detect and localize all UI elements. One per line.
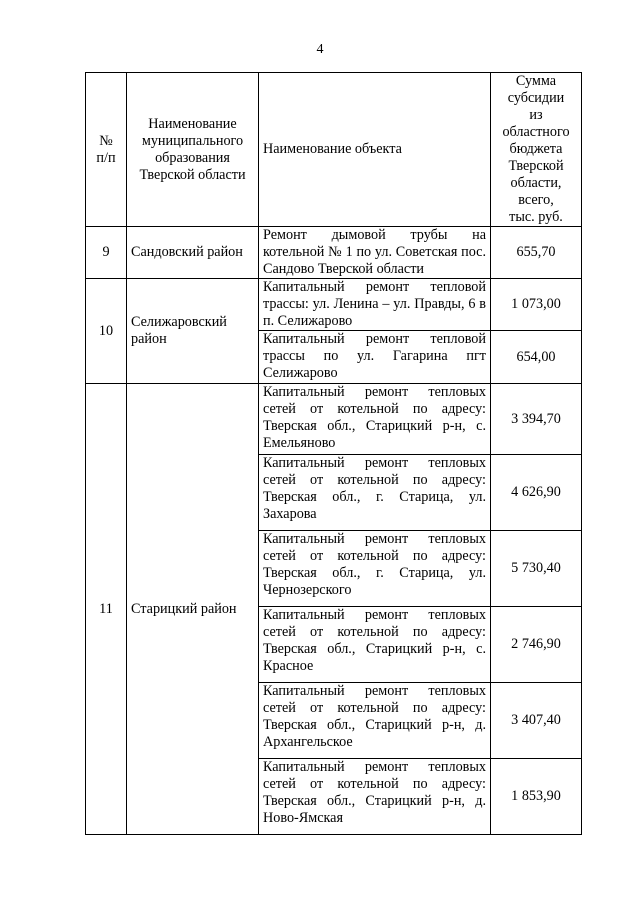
subsidy-table <box>85 72 582 835</box>
header-amount: Сумма субсидии из областного бюджета Тверской области, всего, тыс. руб. <box>491 73 582 227</box>
table-row <box>86 227 582 279</box>
subsidy-amount-text: 655,70 <box>516 244 556 260</box>
district-name <box>127 227 259 279</box>
subsidy-amount-text: 1 853,90 <box>511 788 561 804</box>
subsidy-amount <box>491 759 582 835</box>
object-name <box>259 227 491 279</box>
district-name-text: Сандовский район <box>131 244 243 260</box>
object-name <box>259 455 491 531</box>
object-name-text: Капитальный ремонт тепловых сетей от котельной по адресу: Тверская обл., Старицкий р-н, с. Емельяново <box>263 384 486 451</box>
page-number: 4 <box>316 42 324 57</box>
table-row <box>86 279 582 331</box>
object-name <box>259 759 491 835</box>
header-district: Наименование муниципального образования Тверской области <box>127 73 259 227</box>
object-name-text: Капитальный ремонт тепловой трассы по ул. Гагарина пгт Селижарово <box>263 331 486 381</box>
object-name <box>259 683 491 759</box>
subsidy-amount <box>491 531 582 607</box>
row-number-text: 9 <box>102 244 110 260</box>
subsidy-amount <box>491 227 582 279</box>
subsidy-amount-text: 3 407,40 <box>511 712 561 728</box>
subsidy-amount <box>491 683 582 759</box>
object-name-text: Капитальный ремонт тепловых сетей от котельной по адресу: Тверская обл., Старицкий р-н, с. Красное <box>263 607 486 674</box>
subsidy-amount <box>491 607 582 683</box>
table-header-row <box>86 73 582 227</box>
object-name <box>259 384 491 455</box>
district-name <box>127 384 259 835</box>
subsidy-amount-text: 5 730,40 <box>511 560 561 576</box>
district-name <box>127 279 259 384</box>
district-name-text: Старицкий район <box>131 600 237 617</box>
subsidy-amount-text: 4 626,90 <box>511 484 561 500</box>
header-num: № п/п <box>86 73 127 227</box>
row-number <box>86 384 127 835</box>
row-number-text: 10 <box>98 322 114 339</box>
header-object: Наименование объекта <box>259 73 491 227</box>
row-number <box>86 227 127 279</box>
subsidy-amount <box>491 331 582 384</box>
object-name-text: Капитальный ремонт тепловых сетей от котельной по адресу: Тверская обл., г. Старица, ул. Чернозерского <box>263 531 486 598</box>
subsidy-amount-text: 2 746,90 <box>511 636 561 652</box>
district-name-text: Селижаровский район <box>131 314 227 347</box>
subsidy-amount <box>491 279 582 331</box>
subsidy-amount <box>491 384 582 455</box>
subsidy-amount-text: 654,00 <box>516 348 556 365</box>
object-name-text: Капитальный ремонт тепловой трассы: ул. Ленина – ул. Правды, 6 в п. Селижарово <box>263 279 486 329</box>
object-name <box>259 607 491 683</box>
table-body <box>86 227 582 835</box>
object-name-text: Капитальный ремонт тепловых сетей от котельной по адресу: Тверская обл., Старицкий р-н, д. Ново-Ямская <box>263 759 486 826</box>
subsidy-amount-text: 1 073,00 <box>511 296 561 312</box>
object-name-text: Капитальный ремонт тепловых сетей от котельной по адресу: Тверская обл., г. Старица, ул. Захарова <box>263 455 486 522</box>
object-name-text: Ремонт дымовой трубы на котельной № 1 по ул. Советская пос. Сандово Тверской области <box>263 227 486 277</box>
row-number <box>86 279 127 384</box>
table-row <box>86 384 582 455</box>
row-number-text: 11 <box>99 600 113 617</box>
subsidy-amount-text: 3 394,70 <box>511 410 561 427</box>
object-name-text: Капитальный ремонт тепловых сетей от котельной по адресу: Тверская обл., Старицкий р-н, д. Архангельское <box>263 683 486 750</box>
subsidy-amount <box>491 455 582 531</box>
object-name <box>259 331 491 384</box>
object-name <box>259 531 491 607</box>
object-name <box>259 279 491 331</box>
